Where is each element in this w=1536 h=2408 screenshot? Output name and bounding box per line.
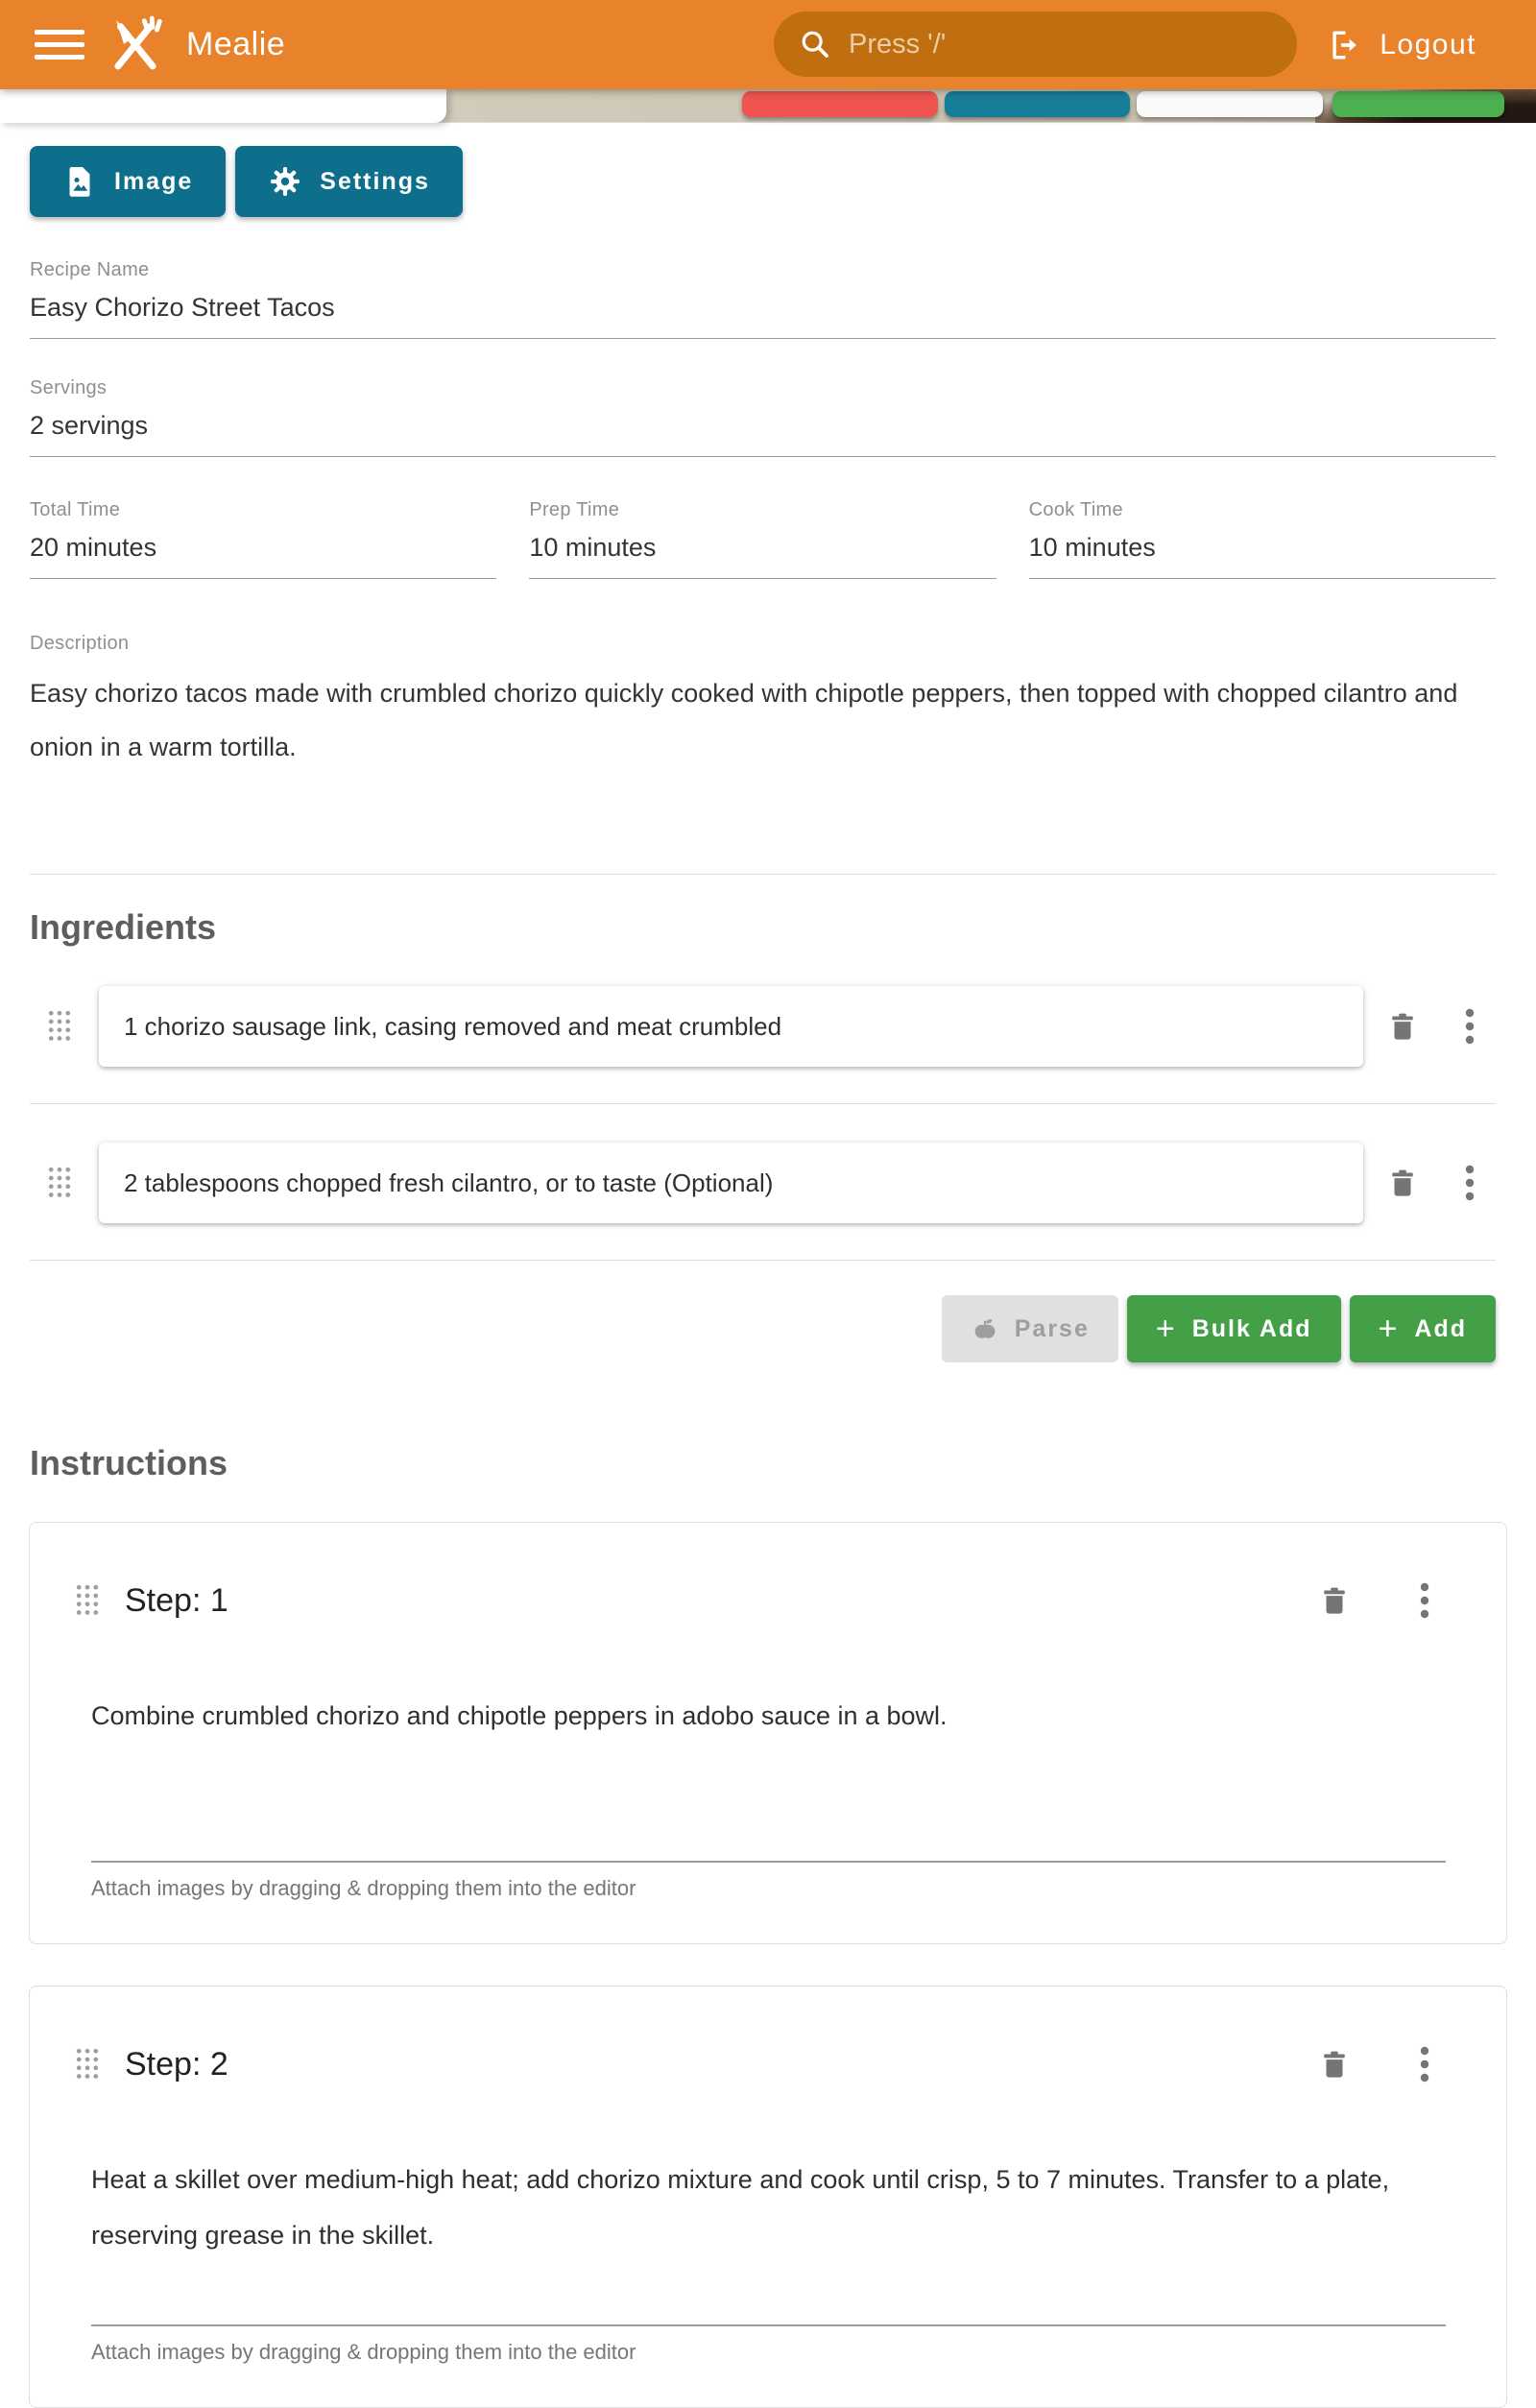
instructions-heading: Instructions bbox=[30, 1443, 228, 1482]
description-value[interactable]: Easy chorizo tacos made with crumbled chorizo quickly cooked with chipotle peppers, then topped with chopped cilantro and onion in a warm tortilla. bbox=[30, 679, 1458, 761]
drag-handle-icon[interactable] bbox=[73, 1582, 102, 1619]
ingredient-actions bbox=[30, 1295, 1496, 1362]
step-menu-button[interactable] bbox=[1399, 2038, 1451, 2090]
step-title: Step: 2 bbox=[125, 2045, 228, 2083]
plus-icon: + bbox=[1155, 1311, 1177, 1347]
drag-handle-icon[interactable] bbox=[45, 1165, 74, 1201]
total-time-field[interactable] bbox=[30, 499, 496, 579]
parse-button[interactable] bbox=[942, 1295, 1118, 1362]
step-menu-button[interactable] bbox=[1399, 1575, 1451, 1626]
delete-action-button-partial[interactable] bbox=[742, 91, 938, 117]
json-action-button-partial[interactable] bbox=[945, 91, 1130, 117]
attach-images-hint: Attach images by dragging & dropping them into the editor bbox=[91, 2340, 636, 2364]
search-bar[interactable] bbox=[774, 12, 1297, 77]
ingredient-row bbox=[30, 986, 1496, 1067]
image-button-label: Image bbox=[114, 167, 194, 195]
app-bar bbox=[0, 0, 1536, 89]
step-text-editor[interactable]: Heat a skillet over medium-high heat; add chorizo mixture and cook until crisp, 5 to 7 minutes. Transfer to a plate, reserving grease in the skillet. bbox=[91, 2165, 1390, 2250]
ingredient-input[interactable] bbox=[99, 1143, 1363, 1223]
parse-button-label: Parse bbox=[1014, 1314, 1090, 1342]
total-time-value[interactable]: 20 minutes bbox=[30, 533, 496, 579]
description-field[interactable] bbox=[30, 633, 1496, 774]
delete-step-button[interactable] bbox=[1308, 1575, 1360, 1626]
time-fields-row bbox=[30, 499, 1496, 579]
content-panel-corner bbox=[0, 89, 446, 123]
logout-button[interactable] bbox=[1328, 0, 1476, 89]
servings-field[interactable] bbox=[30, 377, 1496, 457]
plus-icon: + bbox=[1378, 1311, 1400, 1347]
instruction-step-card bbox=[29, 1986, 1507, 2408]
kebab-menu-icon bbox=[1418, 2045, 1431, 2083]
delete-ingredient-button[interactable] bbox=[1377, 1157, 1428, 1209]
ingredients-heading: Ingredients bbox=[30, 907, 217, 947]
mealie-silverware-logo-icon bbox=[106, 15, 165, 75]
attach-images-hint: Attach images by dragging & dropping them into the editor bbox=[91, 1876, 636, 1900]
trash-icon bbox=[1386, 1010, 1419, 1043]
search-icon bbox=[799, 28, 831, 60]
cook-time-value[interactable]: 10 minutes bbox=[1029, 533, 1496, 579]
settings-button-label: Settings bbox=[320, 167, 430, 195]
settings-button[interactable] bbox=[235, 146, 463, 217]
cook-time-label: Cook Time bbox=[1028, 499, 1123, 520]
recipe-name-value[interactable]: Easy Chorizo Street Tacos bbox=[30, 293, 1496, 339]
cook-time-field[interactable] bbox=[1029, 499, 1496, 579]
ingredient-divider bbox=[30, 1103, 1496, 1104]
drag-handle-icon[interactable] bbox=[45, 1008, 74, 1045]
add-button[interactable] bbox=[1350, 1295, 1496, 1362]
add-button-label: Add bbox=[1414, 1314, 1467, 1342]
editor-divider bbox=[91, 1861, 1446, 1863]
step-text-editor[interactable]: Combine crumbled chorizo and chipotle peppers in adobo sauce in a bowl. bbox=[91, 1701, 948, 1730]
servings-value[interactable]: 2 servings bbox=[30, 411, 1496, 457]
delete-step-button[interactable] bbox=[1308, 2038, 1360, 2090]
apple-icon bbox=[971, 1314, 999, 1343]
trash-icon bbox=[1318, 1584, 1351, 1617]
step-header bbox=[61, 2038, 1477, 2090]
editor-toolbar bbox=[30, 146, 1496, 217]
servings-label: Servings bbox=[30, 377, 108, 398]
search-input[interactable] bbox=[849, 29, 1272, 60]
ingredient-menu-button[interactable] bbox=[1444, 1157, 1496, 1209]
logout-icon bbox=[1328, 29, 1360, 61]
image-button[interactable] bbox=[30, 146, 226, 217]
trash-icon bbox=[1318, 2048, 1351, 2081]
description-label: Description bbox=[30, 633, 130, 654]
ingredient-text: 2 tablespoons chopped fresh cilantro, or to taste (Optional) bbox=[124, 1168, 774, 1197]
image-file-icon bbox=[62, 164, 97, 199]
ingredient-row bbox=[30, 1143, 1496, 1223]
kebab-menu-icon bbox=[1463, 1007, 1476, 1046]
prep-time-label: Prep Time bbox=[529, 499, 620, 520]
section-divider bbox=[30, 874, 1496, 875]
ingredient-divider bbox=[30, 1260, 1496, 1261]
step-title: Step: 1 bbox=[125, 1581, 228, 1619]
close-action-button-partial[interactable] bbox=[1137, 91, 1323, 117]
app-title: Mealie bbox=[186, 26, 286, 62]
recipe-editor bbox=[0, 123, 1536, 2408]
recipe-photo-strip bbox=[0, 89, 1536, 123]
ingredient-menu-button[interactable] bbox=[1444, 1000, 1496, 1052]
kebab-menu-icon bbox=[1418, 1581, 1431, 1620]
bulk-add-button[interactable] bbox=[1127, 1295, 1341, 1362]
bulk-add-button-label: Bulk Add bbox=[1191, 1314, 1312, 1342]
instruction-step-card bbox=[29, 1522, 1507, 1944]
drag-handle-icon[interactable] bbox=[73, 2046, 102, 2083]
prep-time-field[interactable] bbox=[529, 499, 996, 579]
editor-divider bbox=[91, 2324, 1446, 2326]
kebab-menu-icon bbox=[1463, 1164, 1476, 1202]
step-header bbox=[61, 1575, 1477, 1626]
recipe-name-field[interactable] bbox=[30, 259, 1496, 339]
delete-ingredient-button[interactable] bbox=[1377, 1000, 1428, 1052]
ingredient-input[interactable] bbox=[99, 986, 1363, 1067]
total-time-label: Total Time bbox=[30, 499, 121, 520]
trash-icon bbox=[1386, 1167, 1419, 1199]
hamburger-menu-icon[interactable] bbox=[35, 20, 84, 70]
prep-time-value[interactable]: 10 minutes bbox=[529, 533, 996, 579]
ingredient-text: 1 chorizo sausage link, casing removed and meat crumbled bbox=[124, 1011, 782, 1041]
recipe-name-label: Recipe Name bbox=[30, 259, 150, 280]
logout-label: Logout bbox=[1380, 28, 1476, 60]
save-action-button-partial[interactable] bbox=[1332, 91, 1504, 117]
gear-icon bbox=[268, 164, 302, 199]
